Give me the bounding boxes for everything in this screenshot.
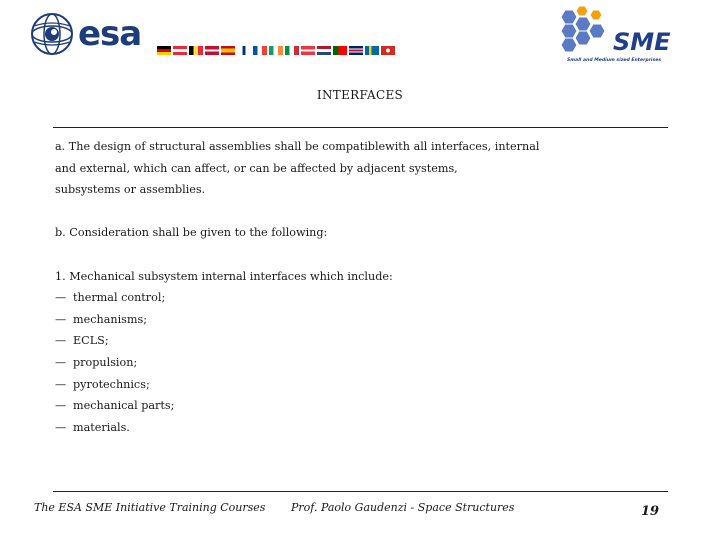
footer-course-title: The ESA SME Initiative Training Courses bbox=[34, 501, 266, 514]
page-number: 19 bbox=[641, 504, 660, 519]
flag-icon bbox=[173, 46, 187, 55]
list-item-text: materials. bbox=[73, 420, 130, 434]
list-item-text: thermal control; bbox=[73, 291, 166, 305]
dash-bullet: — bbox=[55, 334, 67, 348]
flag-icon bbox=[189, 46, 203, 55]
list-item-text: mechanisms; bbox=[73, 312, 148, 326]
list-item-text: mechanical parts; bbox=[73, 399, 175, 413]
footer-divider bbox=[53, 491, 668, 492]
sme-wordmark: SME bbox=[613, 28, 671, 56]
flag-icon bbox=[221, 46, 235, 55]
list-item-text: ECLS; bbox=[73, 334, 109, 348]
sme-logo bbox=[553, 6, 703, 70]
dash-bullet: — bbox=[55, 312, 67, 326]
dash-bullet: — bbox=[55, 420, 67, 434]
list-item-text: propulsion; bbox=[73, 355, 138, 369]
list-item bbox=[55, 287, 655, 309]
page-title: INTERFACES bbox=[316, 88, 404, 102]
dash-bullet: — bbox=[55, 399, 67, 413]
header-divider bbox=[53, 127, 668, 128]
dash-bullet: — bbox=[55, 355, 67, 369]
slide-body bbox=[55, 136, 655, 438]
esa-logo bbox=[30, 10, 390, 62]
list-item bbox=[55, 352, 655, 374]
esa-globe-icon bbox=[30, 12, 74, 56]
flag-icon bbox=[349, 46, 363, 55]
flag-icon bbox=[381, 46, 395, 55]
list-item bbox=[55, 395, 655, 417]
flag-icon bbox=[301, 46, 315, 55]
flag-icon bbox=[333, 46, 347, 55]
flag-icon bbox=[269, 46, 283, 55]
paragraph-b: b. Consideration shall be given to the following: bbox=[55, 226, 328, 240]
paragraph-a-line: a. The design of structural assemblies shall be compatiblewith all interfaces, internal bbox=[55, 140, 540, 153]
flag-icon bbox=[285, 46, 299, 55]
flag-icon bbox=[253, 46, 267, 55]
paragraph-a-line: subsystems or assemblies. bbox=[55, 183, 206, 197]
list-item bbox=[55, 417, 655, 439]
list-item bbox=[55, 309, 655, 331]
paragraph-a-line: and external, which can affect, or can be affected by adjacent systems, bbox=[55, 161, 458, 175]
flag-icon bbox=[205, 46, 219, 55]
list-item-text: pyrotechnics; bbox=[73, 377, 150, 391]
flag-icon bbox=[365, 46, 379, 55]
dash-bullet: — bbox=[55, 291, 67, 305]
member-flags bbox=[157, 46, 395, 55]
flag-icon bbox=[157, 46, 171, 55]
footer-author: Prof. Paolo Gaudenzi - Space Structures bbox=[291, 501, 515, 514]
list-item bbox=[55, 330, 655, 352]
dash-bullet: — bbox=[55, 377, 67, 391]
esa-wordmark: esa bbox=[78, 14, 142, 54]
sme-tagline: Small and Medium sized Enterprises bbox=[567, 58, 662, 63]
flag-icon bbox=[237, 46, 251, 55]
flag-icon bbox=[317, 46, 331, 55]
list-item bbox=[55, 374, 655, 396]
item-1-heading: 1. Mechanical subsystem internal interfaces which include: bbox=[55, 269, 393, 283]
